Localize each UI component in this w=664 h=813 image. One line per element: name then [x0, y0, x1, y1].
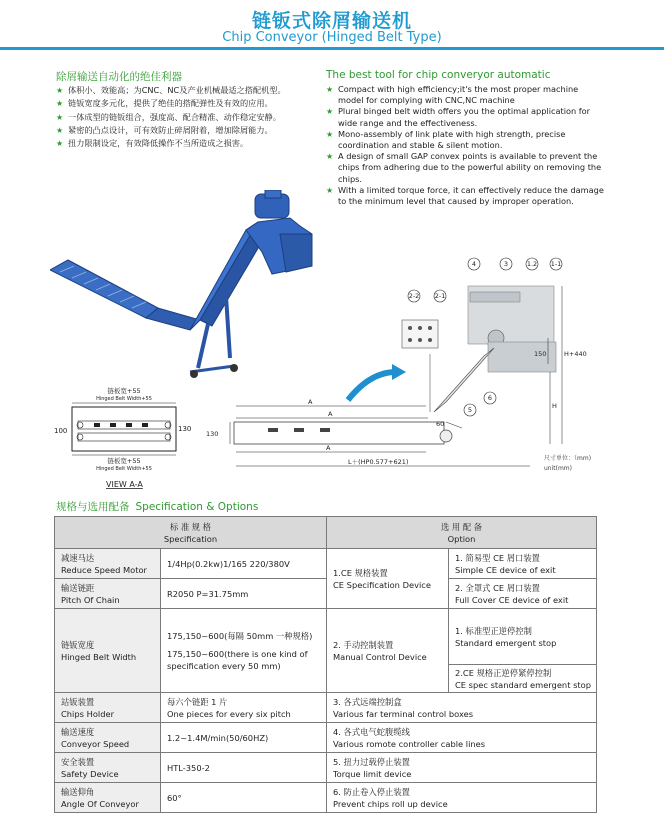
- row-value: 60°: [161, 783, 327, 813]
- row-value: 每六个链距 1 片 One pieces for every six pitch: [161, 693, 327, 723]
- list-item: ★ 一体成型的链钣组合，强度高、配合精准、动作稳定安静。: [56, 111, 316, 124]
- section-caption: VIEW A-A: [106, 480, 143, 489]
- en-features-heading: The best tool for chip converyor automatic: [326, 69, 551, 81]
- star-bullet-icon: ★: [326, 129, 334, 139]
- option-manual-1: 1. 标准型正逆停控制 Standard emergent stop: [449, 609, 597, 665]
- option-3: 3. 各式远端控制盒 Various far terminal control boxes: [327, 693, 597, 723]
- cn-features-list: [56, 84, 316, 150]
- row-label: 减速马达 Reduce Speed Motor: [55, 549, 161, 579]
- row-value: 1/4Hp(0.2kw)1/165 220/380V: [161, 549, 327, 579]
- page-title: 链钣式除屑输送机: [251, 10, 412, 32]
- section-view-a-a: [48, 385, 198, 490]
- spec-column-header: 标 准 规 格 Specification: [55, 517, 327, 549]
- section-left-dim: 100: [54, 427, 68, 435]
- table-row: [55, 693, 597, 723]
- callout-3: 3: [503, 260, 509, 268]
- row-label: 链钣宽度 Hinged Belt Width: [55, 609, 161, 693]
- en-features-list: [326, 84, 606, 207]
- dim-150: 150: [534, 350, 547, 358]
- spec-heading: [56, 499, 258, 514]
- callout-6: 6: [487, 394, 493, 402]
- callout-4: 4: [471, 260, 477, 268]
- dim-a-bottom: A: [326, 444, 331, 452]
- section-bottom-cn: 链板宽+55: [107, 457, 141, 465]
- list-item: ★ Mono-assembly of link plate with high strength, precise coordination and stable & silent motion.: [326, 128, 566, 151]
- unit-note-en: unit(mm): [544, 465, 572, 472]
- dim-h-440: H+440: [564, 350, 587, 358]
- option-ce: 1.CE 规格装置 CE Specification Device: [327, 549, 449, 609]
- callout-1-1: 1-1: [550, 260, 562, 268]
- table-row: [55, 549, 597, 579]
- option-5: 5. 扭力过载停止装置 Torque limit device: [327, 753, 597, 783]
- star-bullet-icon: ★: [56, 125, 64, 135]
- dim-a-middle: A: [328, 410, 333, 418]
- row-value: 1.2~1.4M/min(50/60HZ): [161, 723, 327, 753]
- spec-heading-cn: 规格与选用配备: [56, 501, 130, 513]
- option-column-header: 选 用 配 备 Option: [327, 517, 597, 549]
- row-value: R2050 P=31.75mm: [161, 579, 327, 609]
- header-divider: [0, 47, 664, 50]
- callout-5: 5: [467, 406, 473, 414]
- star-bullet-icon: ★: [326, 152, 334, 162]
- star-bullet-icon: ★: [56, 99, 64, 109]
- spec-heading-en: Specification & Options: [135, 501, 259, 513]
- star-bullet-icon: ★: [326, 185, 334, 195]
- unit-note-cn: 尺寸单位：（mm): [544, 455, 592, 462]
- dim-130: 130: [206, 430, 219, 438]
- list-item: ★ 紧密的凸点设计，可有效防止碎屑附着，增加除屑能力。: [56, 124, 316, 137]
- spec-table: [54, 516, 597, 813]
- option-4: 4. 各式电气蛇腹缆线 Various romote controller cable lines: [327, 723, 597, 753]
- callout-2-1: 2-1: [434, 292, 446, 300]
- row-label: 输送速度 Conveyor Speed: [55, 723, 161, 753]
- table-row: [55, 609, 597, 665]
- option-ce-2: 2. 全罩式 CE 屑口装置 Full Cover CE device of exit: [449, 579, 597, 609]
- section-top-en: Hinged Belt Width+55: [96, 396, 152, 402]
- star-bullet-icon: ★: [326, 107, 334, 117]
- section-bottom-en: Hinged Belt Width+55: [96, 466, 152, 472]
- dim-l-total: L＋(HP0.577+621): [348, 458, 409, 466]
- row-label: 站钣装置 Chips Holder: [55, 693, 161, 723]
- page-subtitle: Chip Conveyor (Hinged Belt Type): [222, 30, 442, 45]
- option-manual-2: 2.CE 规格正逆停紧停控制 CE spec standard emergent stop: [449, 665, 597, 693]
- star-bullet-icon: ★: [56, 139, 64, 149]
- dim-h: H: [552, 402, 557, 410]
- row-label: 输送链距 Pitch Of Chain: [55, 579, 161, 609]
- option-ce-1: 1. 简易型 CE 屑口装置 Simple CE device of exit: [449, 549, 597, 579]
- dim-a-top: A: [308, 398, 313, 406]
- callout-1-2: 1.2: [526, 260, 538, 268]
- list-item: ★ Plural binged belt width offers you the optimal application for wide range and the effectiveness.: [326, 106, 591, 128]
- table-row: [55, 579, 597, 609]
- row-label: 安全装置 Safety Device: [55, 753, 161, 783]
- list-item: ★ Compact with high efficiency;it's the most proper machine model for complying with CNC,NC machine: [326, 84, 579, 106]
- callout-2-2: 2-2: [408, 292, 420, 300]
- list-item: ★ 扭力限制设定，有效降低操作不当所造成之损害。: [56, 137, 316, 150]
- option-6: 6. 防止卷入停止装置 Prevent chips roll up device: [327, 783, 597, 813]
- dimension-diagram: [200, 252, 610, 487]
- row-value: HTL-350-2: [161, 753, 327, 783]
- dim-60: 60: [436, 420, 445, 428]
- list-item: ★ With a limited torque force, it can effectively reduce the damage to the minimum level that caused by improper operation.: [326, 184, 604, 207]
- section-top-cn: 链板宽+55: [107, 387, 141, 395]
- row-label: 输送仰角 Angle Of Conveyor: [55, 783, 161, 813]
- list-item: ★ A design of small GAP convex points is available to prevent the chips from adhering due to the powerful ability on removing the chips.: [326, 151, 602, 184]
- section-right-dim: 130: [178, 425, 192, 433]
- star-bullet-icon: ★: [56, 112, 64, 122]
- star-bullet-icon: ★: [56, 86, 64, 95]
- option-manual: 2. 手动控制装置 Manual Control Device: [327, 609, 449, 693]
- list-item: ★ 体积小、效能高；为CNC、NC及产业机械最适之搭配机型。: [56, 84, 316, 97]
- row-value: 175,150~600(每隔 50mm 一种规格) 175,150~600(there is one kind of specification every 50 mm): [161, 609, 327, 693]
- cn-features-heading: 除屑输送自动化的绝佳利器: [56, 71, 182, 83]
- table-row: [55, 783, 597, 813]
- list-item: ★ 链钣宽度多元化，提供了绝佳的搭配弹性及有效的应用。: [56, 97, 316, 110]
- table-row: [55, 753, 597, 783]
- table-row: [55, 723, 597, 753]
- star-bullet-icon: ★: [326, 85, 334, 94]
